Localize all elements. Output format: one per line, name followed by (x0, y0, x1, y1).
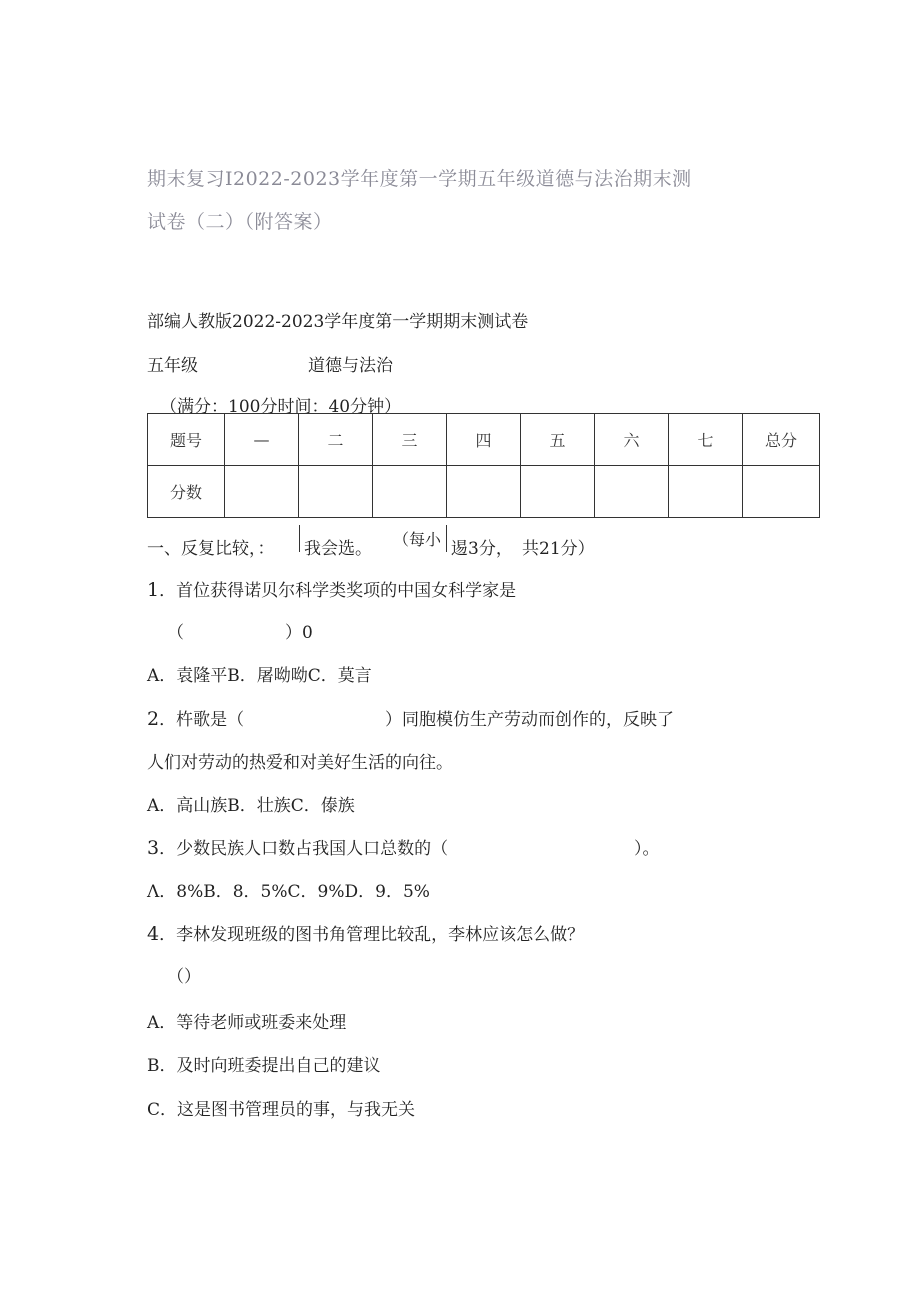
table-cell: 总分 (743, 414, 820, 466)
score-input-cell[interactable] (373, 466, 447, 518)
score-table-header-row (148, 414, 820, 466)
subject-label: 道德与法治 (308, 356, 393, 376)
question-2-options: A．高山族B．壮族C．傣族 (147, 796, 355, 816)
document-title-line-2: 试卷（二）（附答案） (147, 211, 333, 233)
score-input-cell[interactable] (669, 466, 743, 518)
section-heading-part-d: 逷3分， (451, 539, 513, 559)
question-3 (147, 834, 448, 859)
section-heading-part-a: 一、反复比较，： (147, 539, 275, 559)
table-cell: 四 (447, 414, 521, 466)
question-4-option-b: B．及时向班委提出自己的建议 (147, 1056, 381, 1076)
grade-label: 五年级 (147, 356, 198, 376)
exam-name: 部编人教版2022-2023学年度第一学期期末测试卷 (147, 312, 529, 332)
question-1-options: A．袁隆平B．屠呦呦C．莫言 (147, 666, 372, 686)
section-heading-part-e: 共21分） (522, 539, 595, 559)
document-title-line-1: 期末复习I2022-2023学年度第一学期五年级道德与法治期末测 (147, 168, 692, 190)
score-input-cell[interactable] (743, 466, 820, 518)
table-cell: 六 (595, 414, 669, 466)
question-text-before: ．杵歌是（ (159, 710, 245, 730)
table-cell: 题号 (148, 414, 225, 466)
question-number: 4 (147, 923, 160, 945)
score-table (147, 413, 820, 518)
question-1 (147, 576, 516, 601)
answer-paren-right: ）0 (285, 623, 313, 643)
question-text: ．首位获得诺贝尔科学类奖项的中国女科学家是 (159, 581, 517, 601)
question-4-option-c: C．这是图书管理员的事，与我无关 (147, 1100, 416, 1120)
score-input-cell[interactable] (299, 466, 373, 518)
question-text: ．李林发现班级的图书角管理比较乱，李林应该怎么做？ (159, 925, 585, 945)
question-text-before: ．少数民族人口数占我国人口总数的（ (159, 839, 449, 859)
question-4-option-a: A．等待老师或班委来处理 (147, 1013, 347, 1033)
question-2 (147, 705, 244, 730)
question-2-line-2: 人们对劳动的热爱和对美好生活的向往。 (147, 753, 453, 773)
question-4 (147, 920, 584, 945)
table-line-remnant (446, 525, 447, 552)
score-input-cell[interactable] (521, 466, 595, 518)
table-cell: — (225, 414, 299, 466)
score-info: （满分：100分时间：40分钟） (160, 397, 402, 417)
answer-paren: （） (167, 967, 201, 987)
table-cell: 七 (669, 414, 743, 466)
score-table-score-row (148, 466, 820, 518)
table-line-remnant (299, 525, 300, 552)
score-input-cell[interactable] (225, 466, 299, 518)
table-cell: 三 (373, 414, 447, 466)
question-3-options: Λ．8%B．8．5%C．9%D．9．5% (147, 882, 430, 902)
table-cell: 五 (521, 414, 595, 466)
table-cell: 分数 (148, 466, 225, 518)
question-number: 1 (147, 579, 160, 601)
question-number: 2 (147, 708, 160, 730)
score-input-cell[interactable] (595, 466, 669, 518)
score-input-cell[interactable] (447, 466, 521, 518)
section-heading-part-b: 我会选。 (304, 539, 372, 559)
question-number: 3 (147, 837, 160, 859)
table-cell: 二 (299, 414, 373, 466)
section-heading-part-c: （每小 (393, 530, 442, 549)
question-3-text-after: ）。 (634, 839, 660, 859)
question-2-text-after: ）同胞模仿生产劳动而创作的，反映了 (385, 710, 674, 730)
answer-paren-left: （ (167, 623, 184, 643)
